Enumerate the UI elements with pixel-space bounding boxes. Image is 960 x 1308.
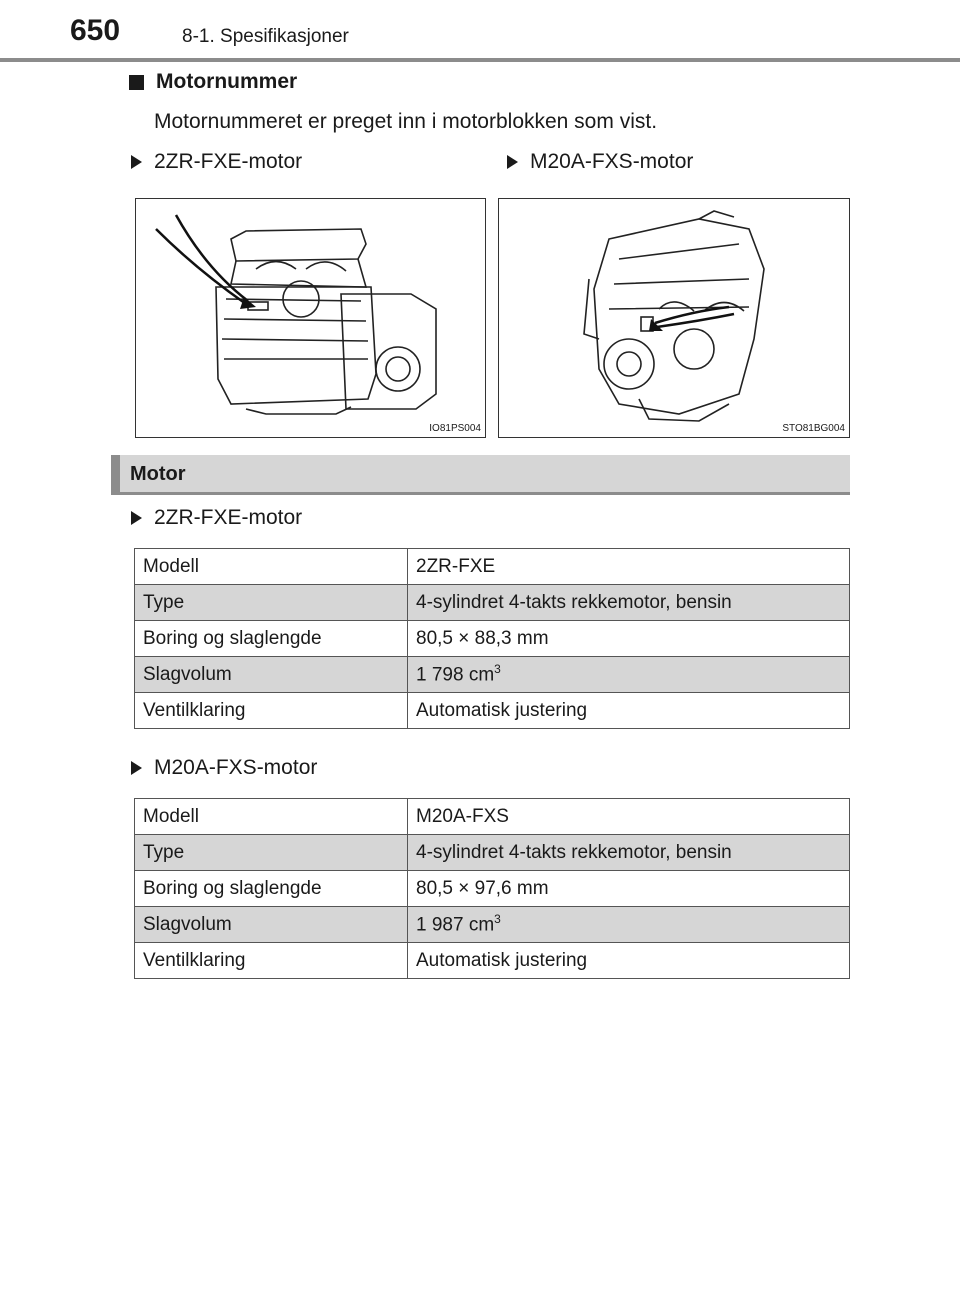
spec-value-text: 1 987 cm (416, 914, 495, 936)
table-row (135, 585, 850, 621)
engine-figure-m20a (498, 198, 850, 438)
superscript: 3 (494, 912, 501, 927)
figure-code: IO81PS004 (429, 423, 481, 434)
figure-code: STO81BG004 (782, 423, 845, 434)
spec-value: 4-sylindret 4-takts rekkemotor, bensin (408, 585, 850, 621)
triangle-bullet-icon (131, 511, 142, 525)
spec-value (408, 657, 850, 693)
table-row (135, 835, 850, 871)
engine-illustration-m20a (499, 199, 848, 436)
square-bullet-icon (129, 75, 144, 90)
figure-label-text: 2ZR-FXE-motor (154, 150, 303, 173)
spec-value-text: 1 798 cm (416, 664, 495, 686)
engine-illustration-2zr (136, 199, 484, 436)
spec-key: Slagvolum (135, 657, 408, 693)
table-row (135, 657, 850, 693)
page-number: 650 (70, 14, 121, 47)
spec-value: Automatisk justering (408, 693, 850, 729)
motor-section-header (111, 455, 850, 495)
triangle-bullet-icon (131, 761, 142, 775)
spec-key: Modell (135, 799, 408, 835)
table-label-text: M20A-FXS-motor (154, 756, 318, 779)
engine-number-heading (129, 70, 297, 94)
superscript: 3 (494, 662, 501, 677)
table-row (135, 907, 850, 943)
table-row (135, 693, 850, 729)
figure-label-text: M20A-FXS-motor (530, 150, 694, 173)
table-row (135, 943, 850, 979)
table-label-text: 2ZR-FXE-motor (154, 506, 303, 529)
figure-label-m20a (507, 150, 693, 174)
triangle-bullet-icon (507, 155, 518, 169)
section-accent (111, 455, 120, 492)
spec-key: Modell (135, 549, 408, 585)
spec-table-2zr (134, 548, 850, 729)
spec-key: Ventilklaring (135, 943, 408, 979)
engine-number-heading-text: Motornummer (156, 70, 298, 93)
spec-value: 80,5 × 88,3 mm (408, 621, 850, 657)
table-row (135, 549, 850, 585)
spec-key: Slagvolum (135, 907, 408, 943)
spec-value: 80,5 × 97,6 mm (408, 871, 850, 907)
spec-key: Boring og slaglengde (135, 871, 408, 907)
engine-number-description: Motornummeret er preget inn i motorblokken som vist. (154, 110, 658, 133)
spec-value: 4-sylindret 4-takts rekkemotor, bensin (408, 835, 850, 871)
spec-key: Type (135, 585, 408, 621)
table-row (135, 799, 850, 835)
table-row (135, 621, 850, 657)
engine-figure-2zr (135, 198, 486, 438)
triangle-bullet-icon (131, 155, 142, 169)
table-row (135, 871, 850, 907)
spec-value (408, 907, 850, 943)
spec-key: Type (135, 835, 408, 871)
table-label-m20a (131, 756, 317, 780)
spec-value: 2ZR-FXE (408, 549, 850, 585)
spec-key: Boring og slaglengde (135, 621, 408, 657)
section-title: 8-1. Spesifikasjoner (182, 26, 349, 47)
spec-table-m20a (134, 798, 850, 979)
motor-section-title: Motor (130, 463, 186, 485)
figure-label-2zr (131, 150, 302, 174)
header-rule (0, 58, 960, 62)
spec-value: M20A-FXS (408, 799, 850, 835)
table-label-2zr (131, 506, 302, 530)
spec-key: Ventilklaring (135, 693, 408, 729)
spec-value: Automatisk justering (408, 943, 850, 979)
